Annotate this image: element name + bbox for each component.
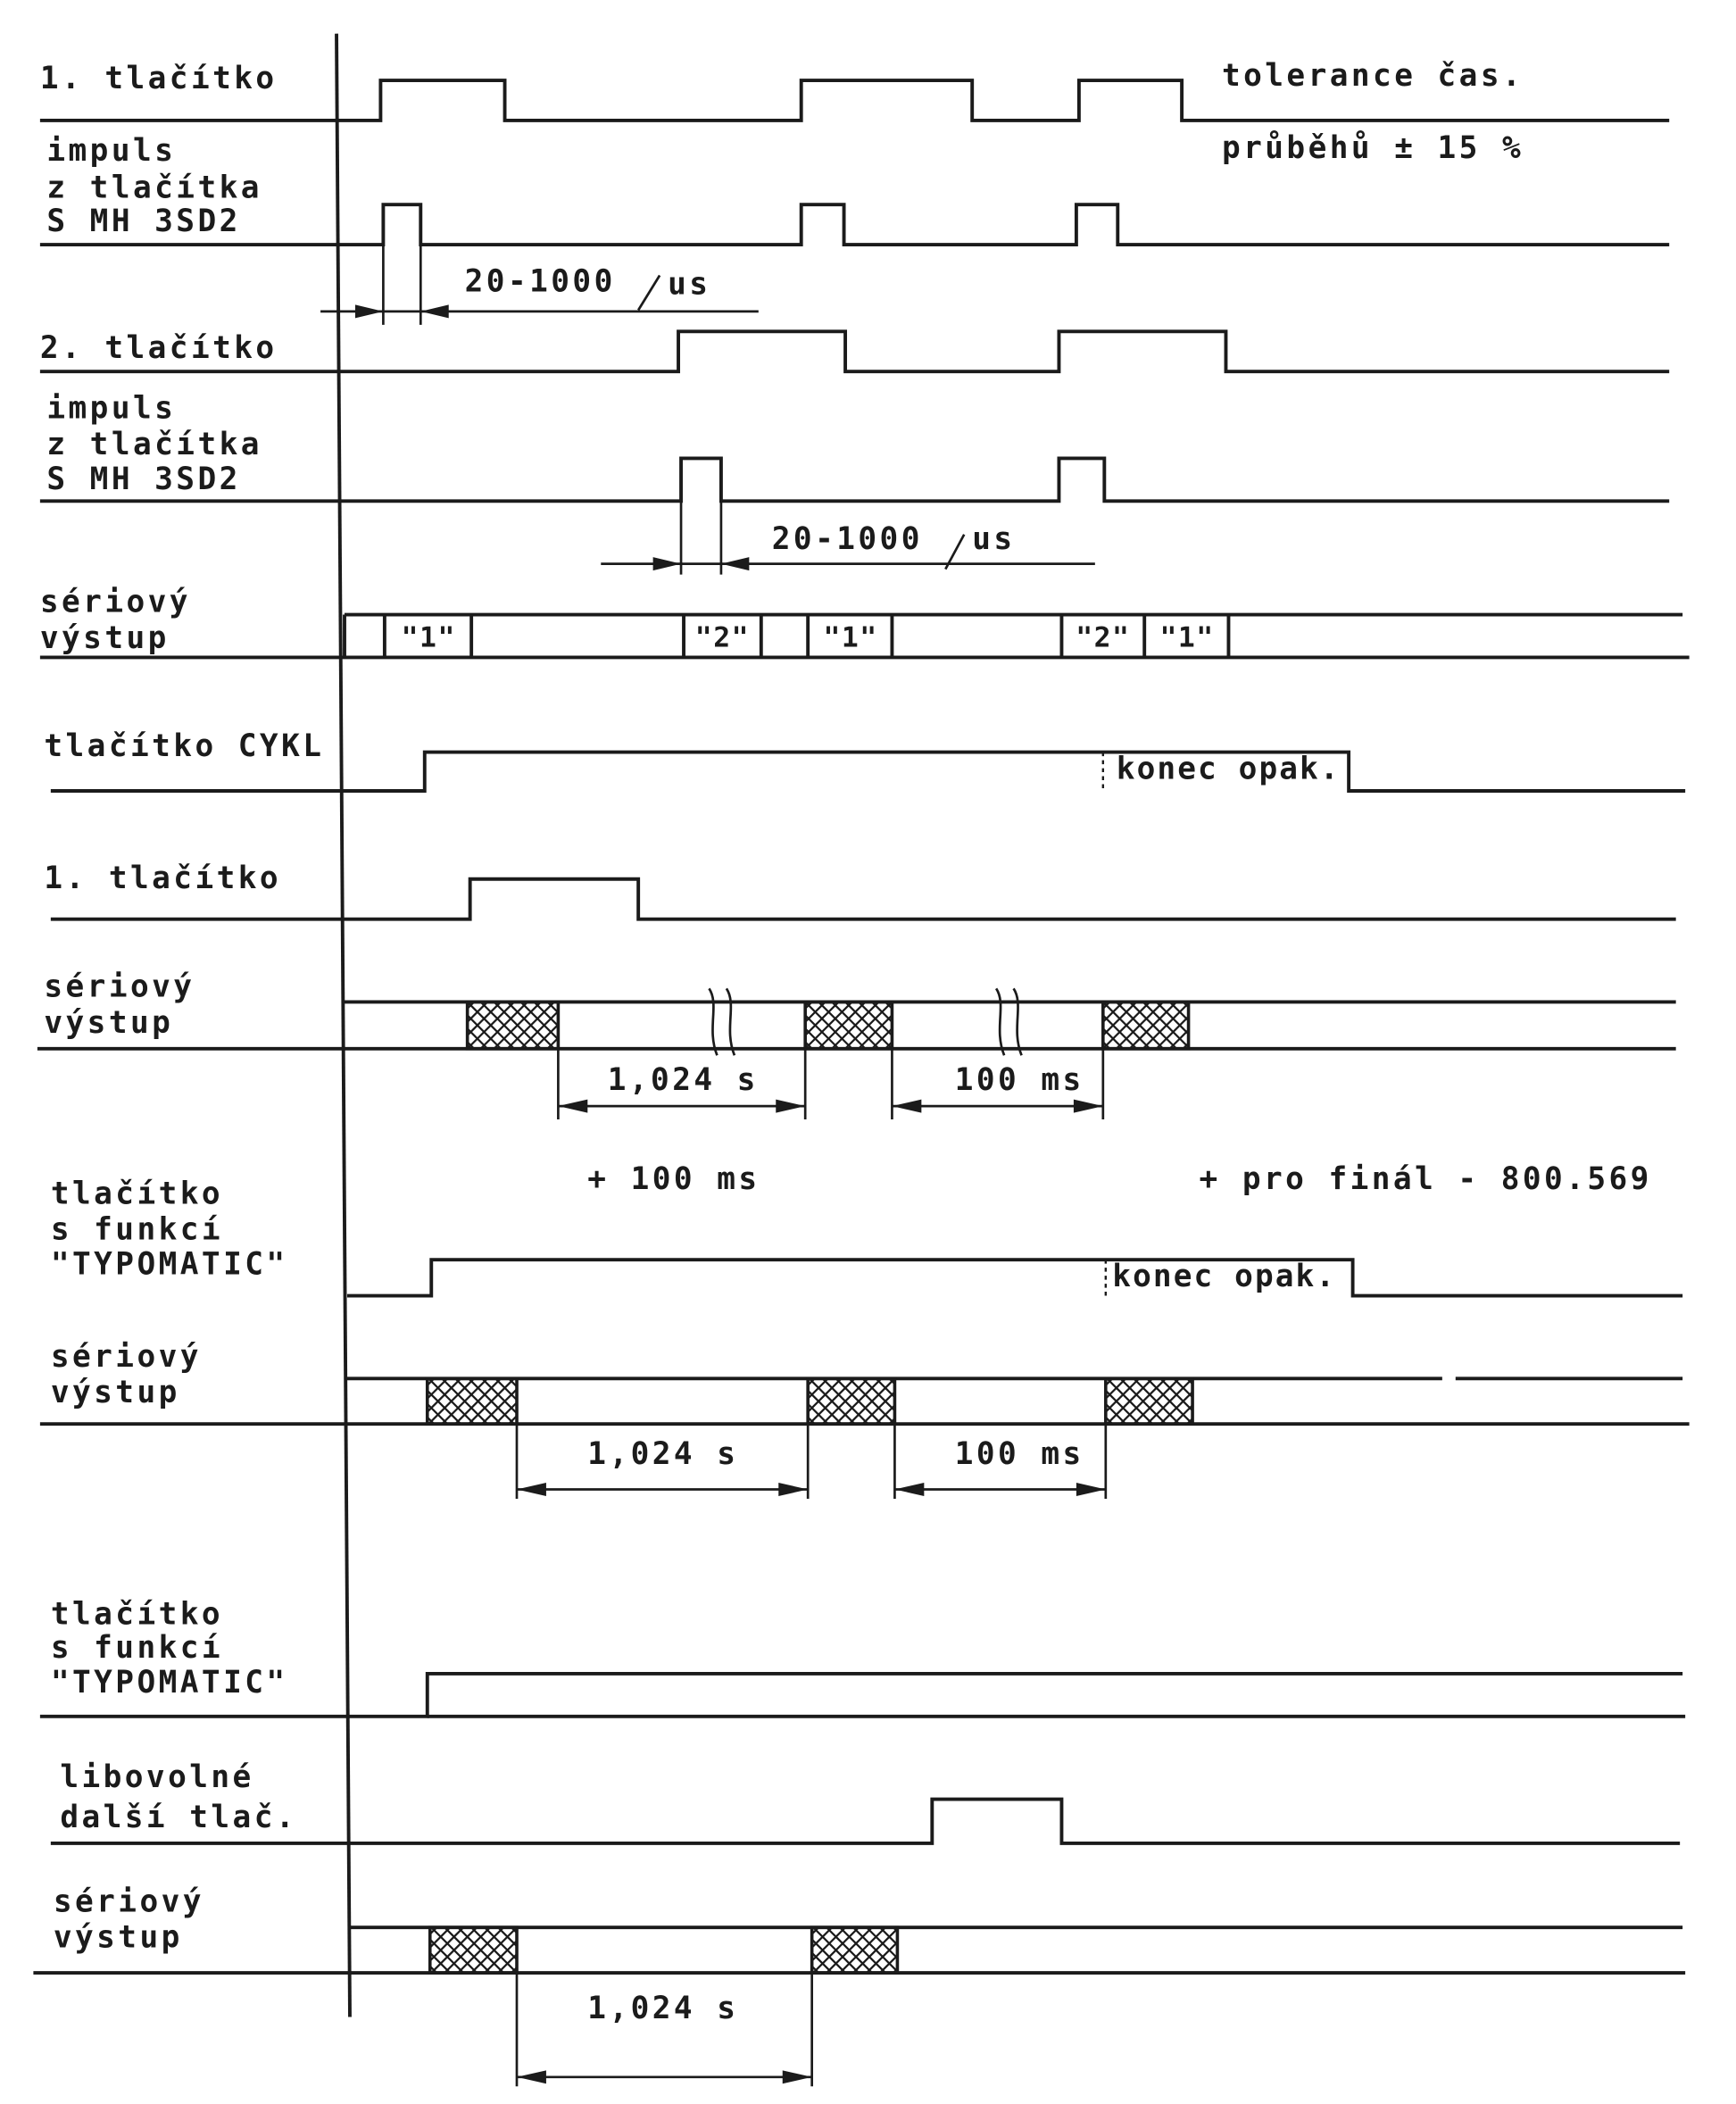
arrowhead (776, 1100, 805, 1113)
arrowhead (778, 1483, 808, 1496)
final-note: + pro finál - 800.569 (1199, 1160, 1652, 1197)
typomatic-repeat-dimension (894, 1424, 1105, 1499)
row-button-2 (40, 330, 1669, 371)
row-typomatic-2 (40, 1597, 1685, 1717)
row-label-line: libovolné (60, 1759, 254, 1796)
tolerance-line-1: tolerance čas. (1221, 58, 1524, 95)
arrowhead (1076, 1483, 1106, 1496)
pulse-width-dimension-2 (601, 501, 1095, 574)
row-label-line: z tlačítka (46, 170, 262, 206)
button-1-cycle-signal (51, 879, 1676, 919)
row-impulse-2 (40, 391, 1669, 502)
arrowhead (420, 304, 448, 318)
hatched-frame (805, 1002, 892, 1048)
row-label-line: impuls (46, 132, 177, 169)
arrowhead (517, 2070, 546, 2083)
button-2-signal (40, 331, 1669, 371)
row-label-line: S MH 3SD2 (46, 204, 241, 240)
row-label-line: výstup (53, 1919, 183, 1956)
dimension-value: 100 ms (954, 1436, 1084, 1473)
hatch-line (495, 1402, 517, 1424)
arrowhead (1074, 1100, 1103, 1113)
impulse-2-signal (40, 458, 1669, 501)
row-label-line: sériový (50, 1338, 202, 1375)
row-label-line: "TYPOMATIC" (50, 1664, 288, 1701)
serial-code: "2" (1076, 621, 1131, 654)
row-label-line: S MH 3SD2 (46, 461, 241, 497)
row-cycle-button (44, 728, 1685, 791)
hatched-frame (1106, 1378, 1192, 1424)
row-label-line: výstup (50, 1375, 180, 1411)
row-label-line: tlačítko (50, 1176, 224, 1212)
serial-code: "1" (1159, 621, 1215, 654)
break-mark (1014, 988, 1022, 1055)
dimension-unit: us (668, 266, 711, 303)
hatched-frame (812, 1927, 898, 1973)
dimension-unit: us (972, 521, 1016, 558)
arrowhead (783, 2070, 812, 2083)
row-label: tlačítko CYKL (44, 728, 325, 765)
break-mark (996, 988, 1004, 1055)
end-repeat-label: konec opak. (1112, 1259, 1337, 1295)
cycle-repeat-dimension (892, 1049, 1102, 1119)
row-label-line: výstup (44, 1004, 174, 1041)
row-serial-output-3 (40, 1339, 1690, 1424)
arrowhead (892, 1100, 921, 1113)
break-mark (727, 988, 735, 1055)
hatched-frame (428, 1378, 517, 1424)
impulse-1-signal (40, 204, 1669, 245)
typomatic-2-delay-dimension (517, 1973, 812, 2086)
row-label-line: sériový (44, 969, 195, 1005)
tolerance-note (1222, 58, 1524, 166)
hatched-frame (808, 1378, 894, 1424)
pulse-width-dimension-1 (320, 245, 759, 325)
row-label: 1. tlačítko (39, 61, 278, 97)
hatched-frame (1103, 1002, 1189, 1048)
time-axis-line (336, 34, 350, 2017)
row-serial-output-1 (40, 585, 1690, 658)
row-label-line: z tlačítka (46, 426, 262, 462)
hatched-frame (468, 1002, 559, 1048)
row-label-line: sériový (53, 1884, 204, 1920)
dimension-value: 1,024 s (587, 1436, 739, 1473)
serial-code: "1" (823, 621, 878, 654)
row-label-line: sériový (39, 584, 191, 620)
arrowhead (894, 1483, 924, 1496)
row-label: 1. tlačítko (44, 861, 282, 897)
plus-100ms-note: + 100 ms (587, 1160, 760, 1197)
tolerance-line-2: průběhů ± 15 % (1221, 129, 1524, 166)
arrowhead (517, 1483, 546, 1496)
row-label-line: "TYPOMATIC" (50, 1246, 288, 1283)
dimension-value: 20-1000 (464, 263, 616, 300)
serial-code: "1" (401, 621, 456, 654)
unit-slash (638, 275, 660, 310)
arrowhead (355, 304, 383, 318)
hatched-frame (430, 1927, 517, 1973)
dimension-value: 100 ms (954, 1062, 1084, 1099)
end-repeat-label: konec opak. (1116, 751, 1341, 787)
row-label-line: výstup (39, 620, 170, 656)
serial-code: "2" (694, 621, 751, 654)
row-serial-output-2 (37, 969, 1676, 1055)
row-label-line: další tlač. (60, 1800, 298, 1836)
arrowhead (558, 1100, 587, 1113)
arrowhead (721, 557, 749, 570)
dimension-value: 20-1000 (771, 521, 923, 558)
row-label: 2. tlačítko (39, 330, 278, 367)
row-other-button (51, 1759, 1680, 1843)
dimension-value: 1,024 s (587, 1990, 739, 2026)
cycle-delay-dimension (558, 1049, 805, 1119)
row-label-line: s funkcí (50, 1630, 224, 1667)
row-label-line: s funkcí (50, 1211, 224, 1248)
dimension-value: 1,024 s (607, 1062, 759, 1099)
row-button-1-cycle (44, 861, 1675, 919)
row-label-line: tlačítko (50, 1596, 224, 1633)
typomatic-1-signal (347, 1260, 1682, 1295)
row-label-line: impuls (46, 390, 177, 427)
row-serial-output-4 (33, 1884, 1685, 1973)
break-mark (709, 988, 717, 1055)
arrowhead (653, 557, 681, 570)
typomatic-delay-dimension (517, 1424, 808, 1499)
